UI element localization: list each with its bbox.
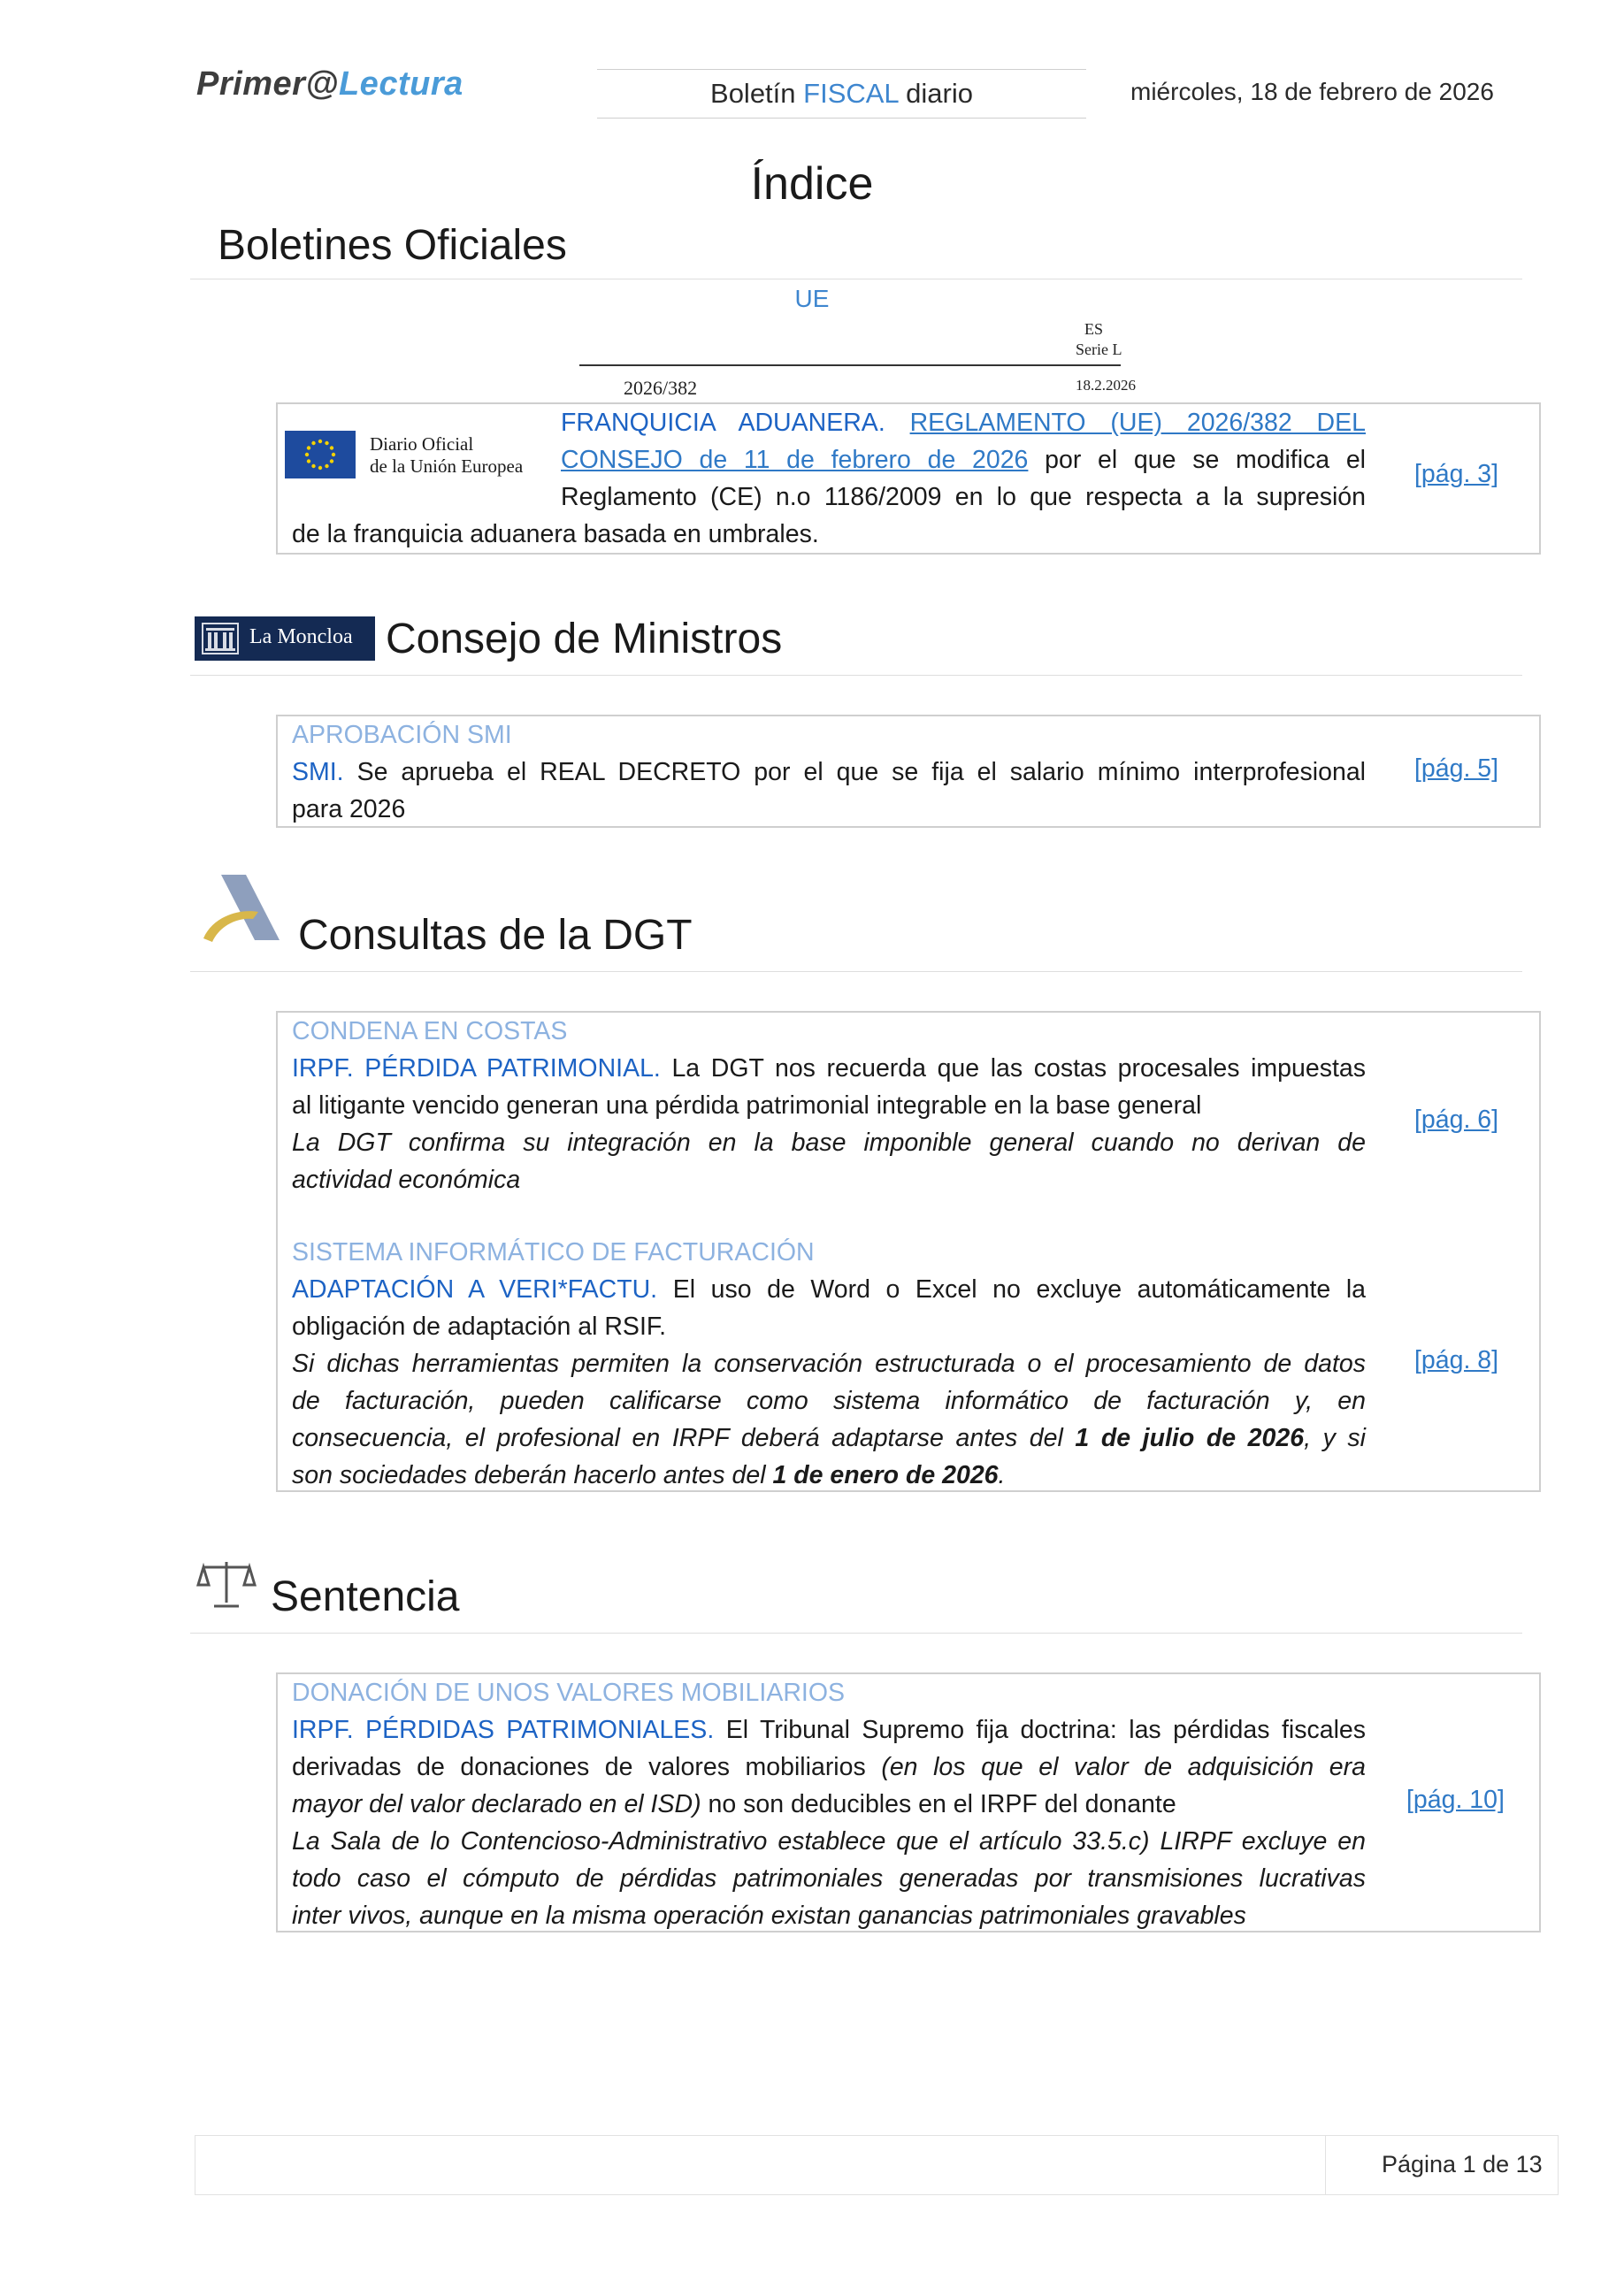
- header-date: miércoles, 18 de febrero de 2026: [1130, 78, 1494, 105]
- aeat-logo-icon: [195, 871, 283, 951]
- dgt-item2-italic4a: son sociedades deberán hacerlo antes del: [292, 1461, 773, 1489]
- dgt-keyword-1: IRPF. PÉRDIDA PATRIMONIAL.: [292, 1054, 661, 1083]
- sentencia-line2: [292, 1749, 1366, 1786]
- dgt-item1-line2: al litigante vencido generan una pérdida patrimonial integrable en la base general: [292, 1091, 1202, 1120]
- dgt-item2-italic4c: .: [998, 1461, 1006, 1489]
- dgt-category-2: SISTEMA INFORMÁTICO DE FACTURACIÓN: [292, 1238, 815, 1267]
- sentencia-italic3: inter vivos, aunque en la misma operación existan ganancias patrimoniales gravables: [292, 1902, 1246, 1930]
- dgt-item2-line2: obligación de adaptación al RSIF.: [292, 1313, 667, 1341]
- page-link-8[interactable]: [pág. 8]: [1414, 1346, 1499, 1374]
- dgt-category-1: CONDENA EN COSTAS: [292, 1017, 568, 1045]
- eu-logo-line2: de la Unión Europea: [370, 455, 524, 477]
- sentencia-line2b: (en los que el valor de adquisición era: [881, 1753, 1367, 1781]
- bulletin-title-part3: diario: [898, 78, 973, 109]
- dgt-item1-line1: [292, 1050, 1366, 1087]
- consejo-item-line1: [292, 754, 1366, 791]
- boletin-keyword: FRANQUICIA ADUANERA.: [561, 409, 885, 437]
- section-title-consejo: Consejo de Ministros: [386, 616, 783, 662]
- bulletin-title-fiscal: FISCAL: [803, 78, 899, 109]
- dgt-item2-italic3: [292, 1420, 1366, 1457]
- sentencia-italic2: todo caso el cómputo de pérdidas patrimoniales generadas por transmisiones lucrativas: [292, 1864, 1366, 1893]
- page-link-6[interactable]: [pág. 6]: [1414, 1106, 1499, 1134]
- dgt-item2-italic4: [292, 1457, 1366, 1494]
- oj-date: 18.2.2026: [1076, 377, 1136, 394]
- section-divider: [190, 971, 1522, 972]
- consejo-category: APROBACIÓN SMI: [292, 721, 512, 749]
- dgt-item2-date2: 1 de enero de 2026: [772, 1461, 999, 1489]
- sentencia-keyword: IRPF. PÉRDIDAS PATRIMONIALES.: [292, 1716, 715, 1744]
- consejo-line1-rest: Se aprueba el REAL DECRETO por el que se fija el salario mínimo interprofesional: [356, 758, 1367, 786]
- sentencia-line1: [292, 1711, 1366, 1749]
- page-link-5[interactable]: [pág. 5]: [1414, 754, 1499, 783]
- dgt-keyword-2: ADAPTACIÓN A VERI*FACTU.: [292, 1275, 658, 1304]
- footer-box: [195, 2135, 1559, 2195]
- consejo-item-line2: para 2026: [292, 795, 406, 823]
- reglamento-link-cont[interactable]: CONSEJO de 11 de febrero de 2026: [561, 446, 1029, 474]
- sentencia-line1-rest: El Tribunal Supremo fija doctrina: las pérdidas fiscales: [725, 1716, 1366, 1744]
- dgt-item2-italic1: Si dichas herramientas permiten la conservación estructurada o el procesamiento de datos: [292, 1350, 1366, 1378]
- page-link-3[interactable]: [pág. 3]: [1414, 460, 1499, 488]
- section-title-sentencia: Sentencia: [271, 1573, 460, 1620]
- dgt-item2-italic2: de facturación, pueden calificarse como sistema informático de facturación y, en: [292, 1387, 1366, 1415]
- reglamento-link[interactable]: REGLAMENTO (UE) 2026/382 DEL: [909, 409, 1366, 437]
- moncloa-building-icon: [202, 623, 239, 654]
- bulletin-title-part1: Boletín: [710, 78, 804, 109]
- eu-flag-icon: [285, 431, 356, 478]
- scales-of-justice-icon: [196, 1558, 257, 1610]
- boletin-item-line4: de la franquicia aduanera basada en umbrales.: [292, 520, 819, 548]
- sentencia-line2a: derivadas de donaciones de valores mobiliarios: [292, 1753, 882, 1781]
- page-number: Página 1 de 13: [1382, 2151, 1543, 2177]
- oj-number: 2026/382: [624, 377, 698, 399]
- section-title-boletines: Boletines Oficiales: [218, 222, 567, 269]
- sentencia-line3b: no son deducibles en el IRPF del donante: [701, 1790, 1176, 1818]
- eu-logo-line1: Diario Oficial: [370, 433, 474, 455]
- eu-journal-logo-text: [370, 433, 523, 478]
- brand-part1: Primer@: [196, 65, 339, 103]
- consejo-keyword: SMI.: [292, 758, 344, 786]
- dgt-item1-line1-rest: La DGT nos recuerda que las costas procesales impuestas: [671, 1054, 1366, 1083]
- section-divider: [190, 675, 1522, 676]
- la-moncloa-logo: [195, 616, 375, 661]
- page-link-10[interactable]: [pág. 10]: [1406, 1786, 1505, 1814]
- boletin-item-line2: [561, 441, 1366, 478]
- sentencia-italic1: La Sala de lo Contencioso-Administrativo establece que el artículo 33.5.c) LIRPF excluye en: [292, 1827, 1366, 1856]
- ue-label: UE: [794, 285, 830, 312]
- bulletin-title: [597, 69, 1086, 119]
- index-title: Índice: [750, 158, 874, 210]
- footer-divider: [1325, 2135, 1326, 2195]
- oj-rule: [579, 364, 1121, 366]
- sentencia-category: DONACIÓN DE UNOS VALORES MOBILIARIOS: [292, 1679, 846, 1707]
- dgt-item2-line1: [292, 1271, 1366, 1308]
- section-title-dgt: Consultas de la DGT: [298, 912, 693, 959]
- brand-part2: Lectura: [338, 65, 463, 103]
- section-divider: [190, 1633, 1522, 1634]
- dgt-item2-italic3a: consecuencia, el profesional en IRPF deberá adaptarse antes del: [292, 1424, 1076, 1452]
- boletin-item-line3: Reglamento (CE) n.o 1186/2009 en lo que respecta a la supresión: [561, 483, 1366, 511]
- oj-serie: Serie L: [1076, 341, 1122, 358]
- moncloa-logo-text: La Moncloa: [249, 625, 353, 648]
- oj-language: ES: [1084, 320, 1104, 338]
- boletin-item-line1: [561, 404, 1366, 441]
- dgt-item2-line1-rest: El uso de Word o Excel no excluye automáticamente la: [672, 1275, 1367, 1304]
- dgt-item2-date1: 1 de julio de 2026: [1075, 1424, 1305, 1452]
- dgt-item2-italic3c: , y si: [1304, 1424, 1366, 1452]
- brand-logo: [196, 65, 463, 103]
- sentencia-line3a: mayor del valor declarado en el ISD): [292, 1790, 701, 1818]
- boletin-line2-rest: por el que se modifica el: [1045, 446, 1367, 474]
- sentencia-line3: [292, 1786, 1366, 1823]
- dgt-item1-italic2: actividad económica: [292, 1166, 521, 1194]
- dgt-item1-italic1: La DGT confirma su integración en la base imponible general cuando no derivan de: [292, 1129, 1366, 1157]
